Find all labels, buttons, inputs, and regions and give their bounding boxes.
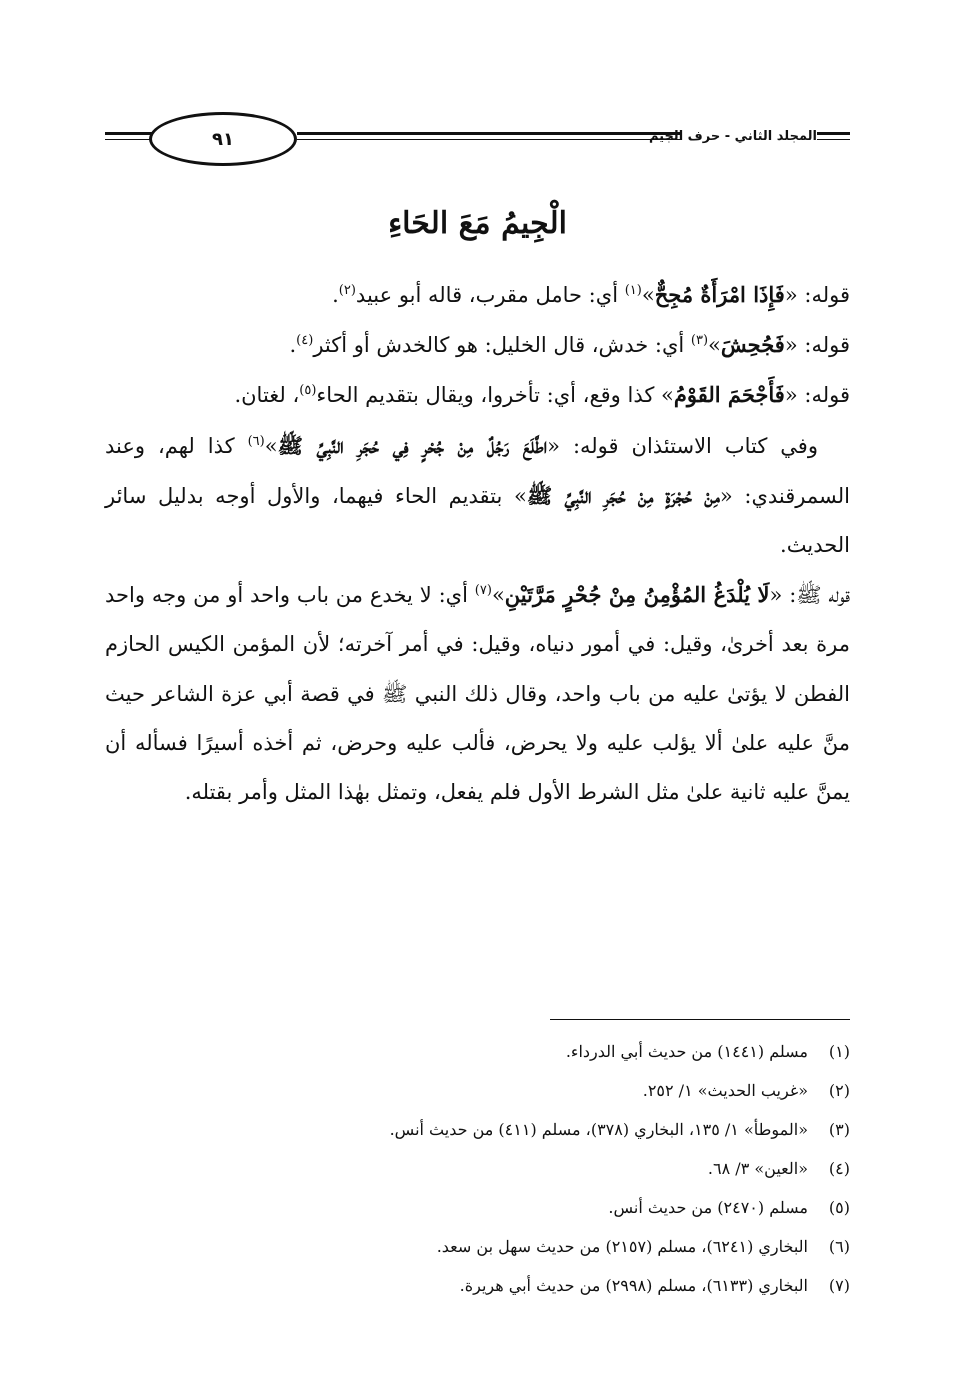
footnote-item (105, 1149, 850, 1188)
p3-text: » كذا وقع، أي: تأخروا، ويقال بتقديم الحاء (316, 383, 674, 408)
footnote-item (105, 1032, 850, 1071)
p1-quote: فَإِذَا امْرَأَةٌ مُجِحٌّ (654, 282, 785, 307)
footnote-separator (550, 1019, 850, 1020)
footnote-ref-7[interactable]: (٧) (474, 583, 492, 599)
footnote-text: «غريب الحديث» ١/ ٢٥٢. (642, 1081, 808, 1100)
p4-lead: وفي كتاب الاستئذان قوله: « (547, 433, 818, 458)
p1-close: » (641, 283, 655, 307)
p3-lead: قوله: « (784, 383, 850, 408)
paragraph-1 (105, 270, 850, 320)
p2-quote: فَجُحِشَ (720, 332, 785, 358)
footnote-ref-4[interactable]: (٤) (296, 333, 314, 349)
footnote-ref-1[interactable]: (١) (624, 283, 642, 298)
footnote-item (105, 1071, 850, 1110)
p4-close-1: » (264, 433, 278, 458)
p3-quote: فَأَجْحَمَ القَوْمُ (673, 382, 785, 408)
p2-close: » (708, 333, 721, 358)
p5-quote: لَا يُلْدَغُ المُؤْمِنُ مِنْ جُحْرٍ مَرَّتَيْنِ (504, 582, 770, 608)
header-rule-middle (297, 132, 682, 146)
p4-quote-1: اطَّلَعَ رَجُلٌ مِنْ جُحْرٍ فِي حُجَرِ النَّبِيِّ ﷺ (277, 432, 548, 458)
p4-text-2: » بتقديم الحاء فيهما، والأول أوجه بدليل سائر الحديث. (105, 483, 850, 558)
page-header (105, 108, 850, 172)
footnote-ref-3[interactable]: (٣) (690, 333, 709, 349)
paragraph-2 (105, 320, 850, 370)
running-title: المجلد الثاني - حرف الجيم (648, 129, 817, 144)
p3-end: ، لغتان. (234, 383, 300, 408)
footnote-ref-2[interactable]: (٢) (338, 283, 356, 298)
p5-close: » (491, 583, 505, 608)
footnote-number: (٥) (828, 1198, 850, 1217)
footnote-number: (٢) (828, 1081, 850, 1100)
paragraph-4 (105, 421, 850, 571)
p1-lead: قوله: « (784, 283, 850, 307)
p1-end: . (332, 283, 339, 307)
p4-quote-2: مِنْ حُجْرَةٍ مِنْ حُجَرِ النَّبِيِّ ﷺ (526, 482, 720, 508)
p4-text-1: كذا لهم، وعند السمرقندي: « (105, 433, 850, 508)
paragraph-5 (105, 570, 850, 817)
paragraph-3 (105, 370, 850, 420)
footnote-number: (٤) (828, 1159, 850, 1178)
footnote-number: (٣) (828, 1120, 850, 1139)
footnote-number: (١) (828, 1042, 850, 1061)
body-text (105, 270, 850, 817)
page-number-oval (149, 112, 297, 166)
footnotes (105, 1032, 850, 1305)
p1-text: أي: حامل مقرب، قاله أبو عبيد (355, 283, 625, 307)
footnote-item (105, 1227, 850, 1266)
p2-end: . (289, 333, 297, 358)
footnote-text: «الموطأ» ١/ ١٣٥، البخاري (٣٧٨)، مسلم (٤١١) من حديث أنس. (389, 1120, 808, 1139)
footnote-ref-5[interactable]: (٥) (299, 383, 317, 399)
p2-text: أي: خدش، قال الخليل: هو كالخدش أو أكثر (313, 333, 691, 358)
header-rule-right (817, 132, 850, 146)
footnote-text: البخاري (٦٢٤١)، مسلم (٢١٥٧) من حديث سهل بن سعد. (436, 1237, 808, 1256)
footnote-text: البخاري (٦١٣٣)، مسلم (٢٩٩٨) من حديث أبي هريرة. (459, 1276, 808, 1295)
p5-lead: قوله ﷺ: « (769, 583, 851, 608)
footnote-item (105, 1110, 850, 1149)
p5-text: أي: لا يخدع من باب واحد أو من وجه واحد مرة بعد أخرىٰ، وقيل: في أمور دنياه، وقيل: في أمر آخرته؛ لأن المؤمن الكيس الحازم الفطن لا يؤتىٰ عليه من باب واحد، وقال ذلك النبي ﷺ في قصة أبي عزة الشاعر حيث منَّ عليه علىٰ ألا يؤلب عليه ولا يحرض، فألب عليه وحرض، ثم أخذه أسيرًا فسأله أن يمنَّ عليه ثانية علىٰ مثل الشرط الأول فلم يفعل، وتمثل بهٰذا المثل وأمر بقتله. (105, 583, 850, 805)
section-title: الْجِيمُ مَعَ الحَاءِ (388, 206, 567, 241)
page-number: ٩١ (212, 128, 234, 150)
footnote-number: (٦) (828, 1237, 850, 1256)
footnote-text: «العين» ٣/ ٦٨. (707, 1159, 808, 1178)
footnote-ref-6[interactable]: (٦) (247, 433, 265, 449)
footnote-item (105, 1266, 850, 1305)
p2-lead: قوله: « (784, 333, 850, 358)
footnote-text: مسلم (١٤٤١) من حديث أبي الدرداء. (565, 1042, 808, 1061)
footnote-text: مسلم (٢٤٧٠) من حديث أنس. (608, 1198, 808, 1217)
footnote-item (105, 1188, 850, 1227)
footnote-number: (٧) (828, 1276, 850, 1295)
